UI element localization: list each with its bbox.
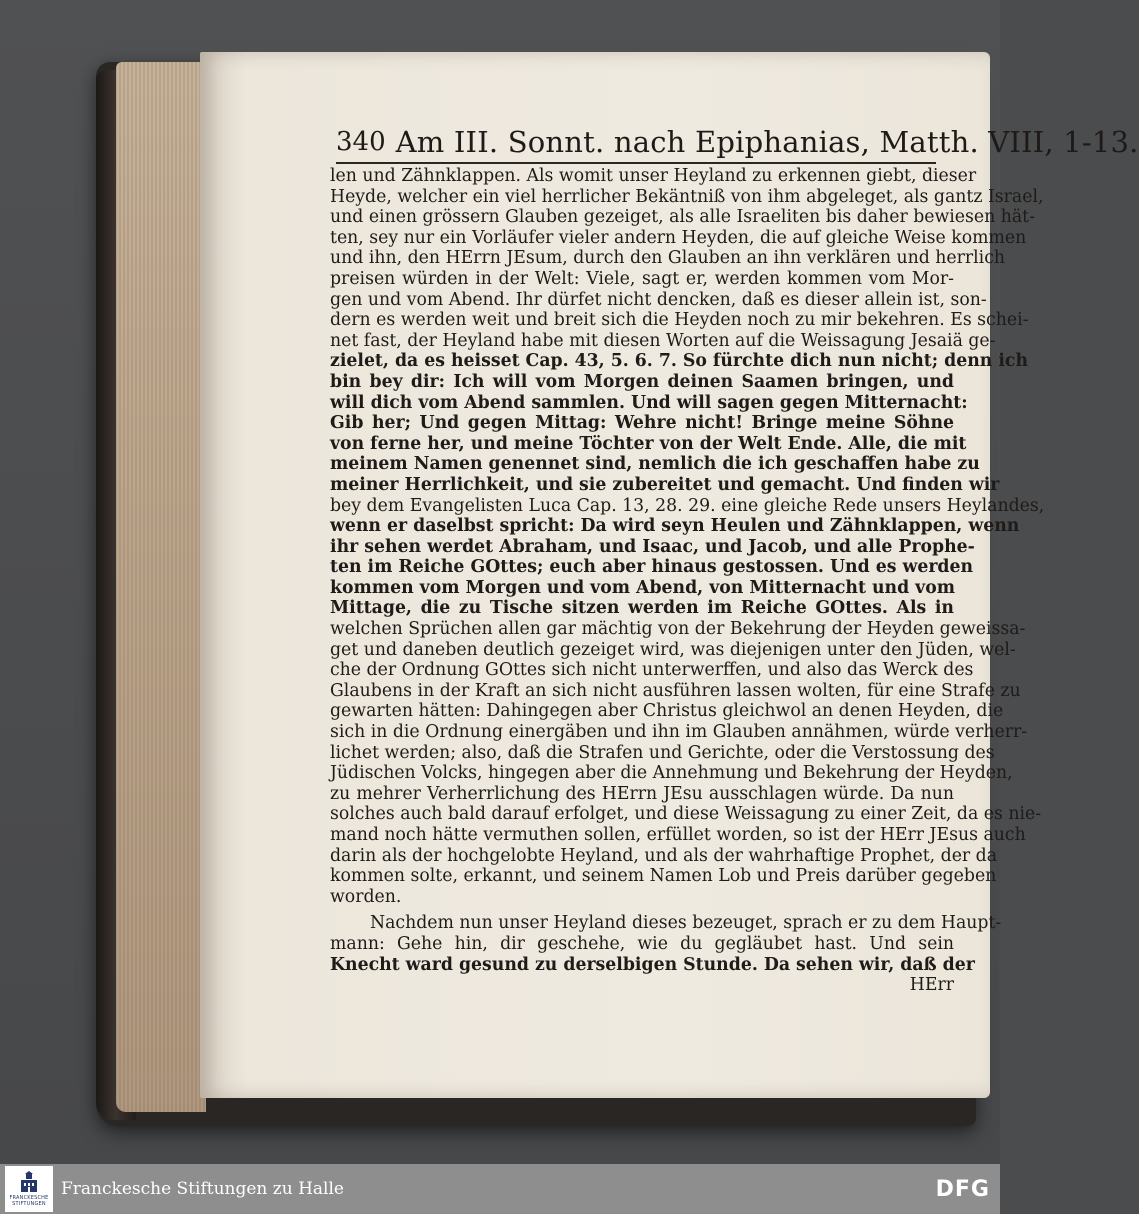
text-line: net fast, der Heyland habe mit diesen Worten auf die Weissagung Jesaiä ge- [330, 330, 996, 351]
text-line: solches auch bald darauf erfolget, und diese Weissagung zu einer Zeit, da es nie- [330, 804, 1042, 825]
text-line: von ferne her, und meine Töchter von der Welt Ende. Alle, die mit [330, 433, 967, 454]
text-line: und ihn, den HErrn JEsum, durch den Glauben an ihn verklären und herrlich [330, 248, 1006, 269]
body-text [330, 166, 1045, 996]
text-line: sich in die Ordnung einergäben und ihn im Glauben annähmen, würde verherr- [330, 722, 1028, 743]
text-line: ihr sehen werdet Abraham, und Isaac, und Jacob, und alle Prophe- [330, 536, 975, 557]
text-line: get und daneben deutlich gezeiget wird, was diejenigen unter den Jüden, wel- [330, 639, 1016, 660]
text-line: Glaubens in der Kraft an sich nicht ausführen lassen wolten, für eine Strafe zu [330, 680, 1021, 701]
franckesche-building-icon [19, 1171, 39, 1195]
dfg-logo[interactable]: DFG [935, 1176, 990, 1202]
footer-bar [0, 1164, 1000, 1214]
text-line: che der Ordnung GOttes sich nicht unterwerffen, und also das Werck des [330, 660, 974, 681]
text-line: zielet, da es heisset Cap. 43, 5. 6. 7. So fürchte dich nun nicht; denn ich [330, 351, 1029, 372]
logo-caption: FRANCKESCHE STIFTUNGEN [9, 1195, 49, 1207]
text-line: und einen grössern Glauben gezeiget, als alle Israeliten bis daher bewiesen hät- [330, 207, 1035, 228]
page-edges [116, 62, 206, 1112]
text-line: gewarten hätten: Dahingegen aber Christus gleichwol an denen Heyden, die [330, 701, 1004, 722]
text-line: bey dem Evangelisten Luca Cap. 13, 28. 29. eine gleiche Rede unsers Heylandes, [330, 495, 1045, 516]
text-line: Heyde, welcher ein viel herrlicher Bekäntniß von ihm abgeleget, als gantz Israel, [330, 186, 1044, 207]
text-line: meinem Namen genennet sind, nemlich die ich geschaffen habe zu [330, 454, 980, 475]
text-line: mand noch hätte vermuthen sollen, erfüllet worden, so ist der HErr JEsus auch [330, 825, 1026, 845]
institution-logo[interactable] [5, 1166, 53, 1212]
text-line: bin bey dir: Ich will vom Morgen deinen Saamen bringen, und [330, 371, 954, 392]
text-line: wenn er daselbst spricht: Da wird seyn Heulen und Zähnklappen, wenn [330, 516, 1020, 537]
text-line: will dich vom Abend sammlen. Und will sagen gegen Mitternacht: [330, 392, 968, 413]
text-line: dern es werden weit und breit sich die Heyden noch zu mir bekehren. Es schei- [330, 310, 1029, 331]
text-line: lichet werden; also, daß die Strafen und Gerichte, oder die Verstossung des [330, 742, 995, 763]
page-title: Am III. Sonnt. nach Epiphanias, Matth. VIII, 1-13. [395, 125, 1139, 159]
text-line: welchen Sprüchen allen gar mächtig von der Bekehrung der Heyden geweissa- [330, 619, 1026, 640]
text-line: zu mehrer Verherrlichung des HErrn JEsu ausschlagen würde. Da nun [330, 783, 954, 804]
running-head [336, 118, 1139, 164]
text-line: Knecht ward gesund zu derselbigen Stunde. Da sehen wir, daß der [330, 954, 975, 975]
institution-name[interactable]: Franckesche Stiftungen zu Halle [61, 1179, 344, 1199]
page-number: 340 [336, 127, 386, 157]
text-line: preisen würden in der Welt: Viele, sagt er, werden kommen vom Mor- [330, 268, 954, 289]
text-line: darin als der hochgelobte Heyland, und als der wahrhaftige Prophet, der da [330, 845, 998, 866]
text-line: kommen solte, erkannt, und seinem Namen Lob und Preis darüber gegeben [330, 866, 997, 887]
text-line: ten im Reiche GOttes; euch aber hinaus gestossen. Und es werden [330, 557, 974, 578]
text-line: worden. [330, 886, 402, 907]
text-line: ten, sey nur ein Vorläufer vieler andern Heyden, die auf gleiche Weise kommen [330, 227, 1027, 248]
text-line: kommen vom Morgen und vom Abend, von Mitternacht und vom [330, 577, 956, 598]
text-line: len und Zähnklappen. Als womit unser Heyland zu erkennen giebt, dieser [330, 166, 977, 186]
text-line: meiner Herrlichkeit, und sie zubereitet und gemacht. Und finden wir [330, 474, 1000, 495]
text-line: Nachdem nun unser Heyland dieses bezeuget, sprach er zu dem Haupt- [370, 913, 1002, 934]
text-line: Gib her; Und gegen Mittag: Wehre nicht! Bringe meine Söhne [330, 413, 954, 434]
text-line: gen und vom Abend. Ihr dürfet nicht dencken, daß es dieser allein ist, son- [330, 289, 987, 310]
text-line: mann: Gehe hin, dir geschehe, wie du gegläubet hast. Und sein [330, 933, 954, 954]
text-line: Mittage, die zu Tische sitzen werden im Reiche GOttes. Als in [330, 598, 954, 619]
text-line: Jüdischen Volcks, hingegen aber die Annehmung und Bekehrung der Heyden, [330, 763, 1013, 784]
catchword: HErr [909, 975, 954, 996]
